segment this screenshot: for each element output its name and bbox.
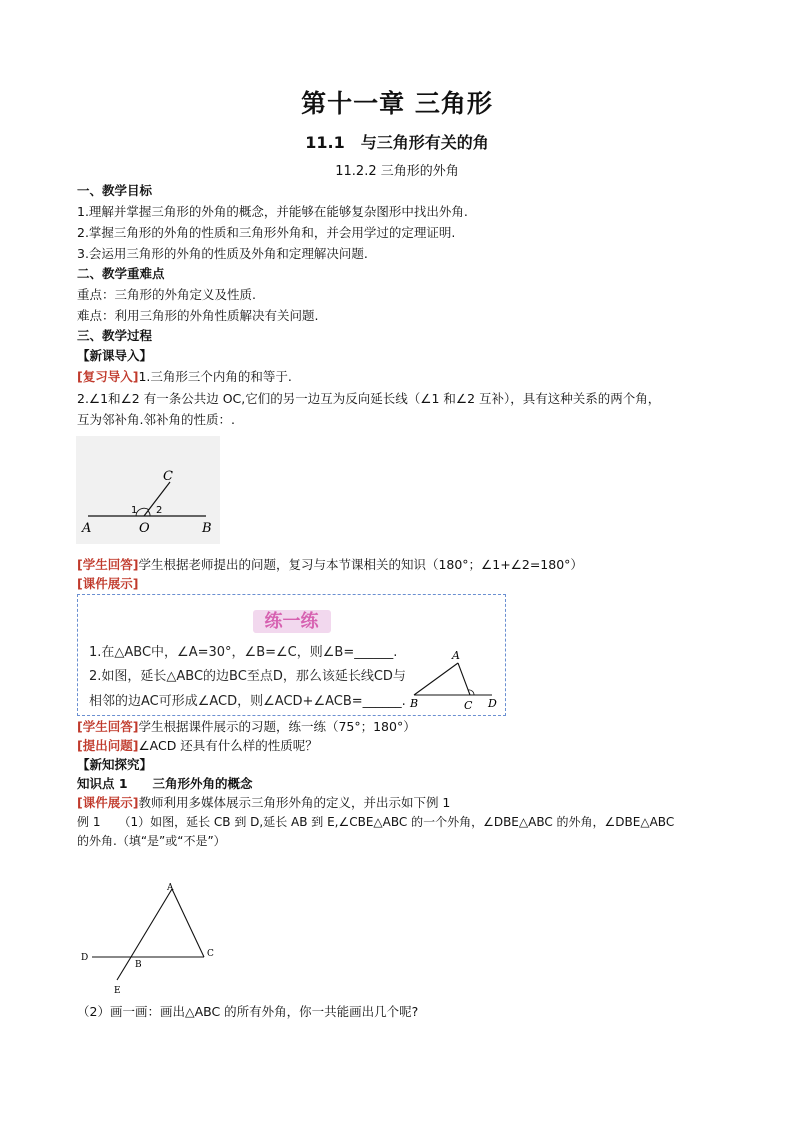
student-answer-text: 学生根据老师提出的问题，复习与本节课相关的知识（180°；∠1+∠2=180°） xyxy=(138,557,583,572)
review-text: 1.三角形三个内角的和等于. xyxy=(138,369,292,384)
objective-item: 2.掌握三角形的外角的性质和三角形外角和，并会用学过的定理证明. xyxy=(77,225,456,240)
label-c: C xyxy=(163,469,173,484)
label-angle-1: 1 xyxy=(131,505,138,516)
process-heading: 三、教学过程 xyxy=(77,328,153,343)
figure-exterior-angles xyxy=(74,878,234,1000)
draw-exercise-text: （2）画一画：画出△ABC 的所有外角，你一共能画出几个呢? xyxy=(77,1004,419,1019)
knowledge-point-heading: 知识点 1 三角形外角的概念 xyxy=(77,776,253,791)
question-paragraph xyxy=(77,738,318,754)
label-e: E xyxy=(114,986,121,996)
key-points-heading: 二、教学重难点 xyxy=(77,266,165,281)
figure-triangle-extension xyxy=(406,645,502,711)
objectives-heading: 一、教学目标 xyxy=(77,183,153,198)
review-tag: [复习导入] xyxy=(77,369,139,384)
example-text: 例 1 （1）如图，延长 CB 到 D,延长 AB 到 E,∠CBE△ABC 的一个外角，∠DBE△ABC 的外角，∠DBE△ABC xyxy=(77,815,675,829)
example-text: 的外角.（填“是”或“不是”） xyxy=(77,834,226,848)
label-c: C xyxy=(207,949,214,959)
objective-item: 3.会运用三角形的外角的性质及外角和定理解决问题. xyxy=(77,246,368,261)
student-answer-text: 学生根据课件展示的习题，练一练（75°；180°） xyxy=(138,719,416,734)
explore-heading: 【新知探究】 xyxy=(77,757,153,772)
figure-adjacent-angles xyxy=(76,436,220,544)
figure-adjacent-angles-svg xyxy=(76,436,220,544)
student-answer-tag: [学生回答] xyxy=(77,557,139,572)
label-b: B xyxy=(135,960,142,970)
slide-paragraph xyxy=(77,795,450,811)
label-b: B xyxy=(410,697,419,710)
label-a: A xyxy=(167,883,174,893)
label-d: D xyxy=(488,697,497,710)
label-o: O xyxy=(139,521,150,536)
student-answer-paragraph xyxy=(77,557,583,573)
practice-question-2-cont: 相邻的边AC可形成∠ACD，则∠ACD+∠ACB=______. xyxy=(89,694,406,709)
adjacent-angle-text: 2.∠1和∠2 有一条公共边 OC,它们的另一边互为反向延长线（∠1 和∠2 互补），具有这种关系的两个角， xyxy=(77,391,661,406)
intro-heading: 【新课导入】 xyxy=(77,348,153,363)
label-a: A xyxy=(452,649,460,662)
adjacent-angle-text: 互为邻补角.邻补角的性质：. xyxy=(77,412,235,427)
slide-tag: [课件展示] xyxy=(77,576,139,591)
difficulty-text: 难点：利用三角形的外角性质解决有关问题. xyxy=(77,308,319,323)
label-b: B xyxy=(202,521,212,536)
objective-item: 1.理解并掌握三角形的外角的概念，并能够在能够复杂图形中找出外角. xyxy=(77,204,468,219)
label-c: C xyxy=(464,699,473,711)
slide-tag: [课件展示] xyxy=(77,795,139,810)
label-d: D xyxy=(81,953,89,963)
student-answer-tag: [学生回答] xyxy=(77,719,139,734)
chapter-title: 第十一章 三角形 xyxy=(301,89,493,118)
review-paragraph xyxy=(77,369,292,385)
focus-text: 重点：三角形的外角定义及性质. xyxy=(77,287,256,302)
label-angle-2: 2 xyxy=(156,505,163,516)
practice-question-2: 2.如图，延长△ABC的边BC至点D，那么该延长线CD与 xyxy=(89,669,406,684)
practice-box xyxy=(77,594,506,716)
practice-box-title xyxy=(78,607,505,633)
practice-box-title-text: 练一练 xyxy=(253,610,331,633)
question-tag: [提出问题] xyxy=(77,738,139,753)
question-text: ∠ACD 还具有什么样的性质呢？ xyxy=(138,738,318,753)
section-title: 11.1 与三角形有关的角 xyxy=(305,133,489,152)
practice-question-1: 1.在△ABC中，∠A=30°，∠B=∠C，则∠B=______. xyxy=(89,645,398,660)
label-a: A xyxy=(82,521,92,536)
slide-text: 教师利用多媒体展示三角形外角的定义，并出示如下例 1 xyxy=(138,795,451,810)
student-answer-paragraph xyxy=(77,719,416,735)
subsection-title: 11.2.2 三角形的外角 xyxy=(335,164,459,179)
